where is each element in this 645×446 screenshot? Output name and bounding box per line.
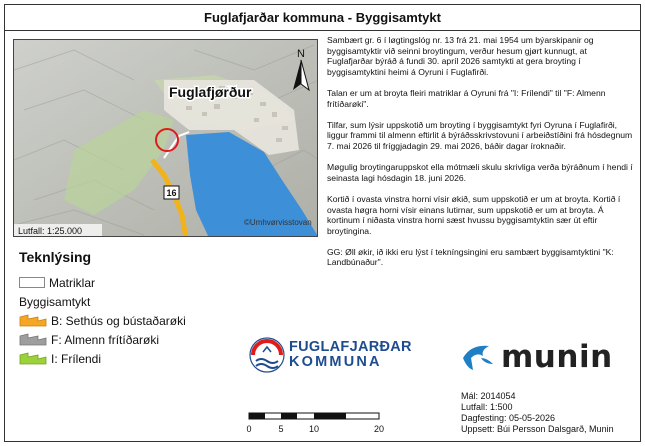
north-label: N: [297, 48, 305, 60]
fuglafjordur-kommuna-logo: [249, 335, 419, 375]
legend-label: Matriklar: [49, 275, 96, 290]
legend-label: B: Sethús og bústaðarøki: [51, 313, 186, 328]
zone-f-swatch-icon: [19, 333, 49, 347]
munin-logo: [461, 339, 641, 375]
legend-label: F: Almenn frítíðarøki: [51, 332, 160, 347]
page-title: Fuglafjarðar kommuna - Byggisamtykt: [5, 5, 640, 31]
legend-label: I: Frílendi: [51, 351, 102, 366]
legend-item-i: [19, 349, 249, 368]
description-paragraph: Tilfar, sum lýsir uppskotið um broyting í byggisamtykt fyri Oyruna í Fuglafirði, liggur frammi til almenn eftirlit á býráðsskrivstovuni í arbeiðstíðini frá hósdegnum 7. mai 2026 til fríggjadagin 29. mai 2026, báðir dagar íroknaðir.: [327, 119, 633, 151]
legend-item-b: [19, 311, 249, 330]
legend: [19, 249, 249, 368]
map-info-block: [461, 391, 614, 435]
munin-wordmark: munin: [501, 339, 613, 375]
description-paragraph: Kortið í ovasta vinstra horni vísir økið, sum uppskotið er um at broyta. Kortið í ovasta høgra horni vísir einans lutirnar, sum uppskotið er um at broyta. Á kortinum í niðasta vinstra horni sæst hvussu byggisamtyktin sær út eftir broytingina.: [327, 193, 621, 236]
scale-bar-graphic: [245, 409, 385, 423]
logo-line-1: FUGLAFJARÐAR: [289, 339, 412, 355]
overview-map[interactable]: [13, 39, 318, 237]
parcel-swatch-icon: [19, 277, 45, 288]
info-lutfall: Lutfall: 1:500: [461, 402, 513, 412]
info-mal: Mál: 2014054: [461, 391, 516, 401]
scale-label: 20: [373, 424, 385, 434]
description-paragraph: Møgulig broytingaruppskot ella mótmæli skulu skrivliga verða býráðnum í hendi í seinasta lagi hósdagin 18. juni 2026.: [327, 162, 633, 183]
description-text: [327, 35, 635, 279]
map-canvas: [14, 40, 318, 237]
scale-label: 5: [278, 424, 284, 434]
scale-bar: [245, 409, 385, 437]
page-frame: [4, 4, 641, 442]
map-copyright: ©Umhvørvisstovan: [244, 218, 312, 227]
municipality-crest-icon: [249, 337, 285, 373]
logo-line-2: KOMMUNA: [289, 354, 382, 370]
zone-b-swatch-icon: [19, 314, 49, 328]
legend-group-heading: Byggisamtykt: [19, 294, 91, 309]
zone-i-swatch-icon: [19, 352, 49, 366]
scale-label: 10: [308, 424, 320, 434]
description-paragraph: Sambært gr. 6 í løgtingslóg nr. 13 frá 21. mai 1954 um býarskipanir og byggisamtyktir við seinni broytingum, verður hesum gjørt kunnugt, at Fuglafjarðar býráð á fundi 30. apríl 2026 samtykti at gera broyting í byggisamtyktini heimi á Oyruni í Fuglafirði.: [327, 35, 594, 77]
description-paragraph: Talan er um at broyta fleiri matriklar á Oyruni frá "I: Frílendi" til "F: Almenn frítíðarøki".: [327, 87, 606, 109]
munin-raven-icon: [461, 342, 495, 372]
info-uppsett: Uppsett: Búi Persson Dalsgarð, Munin: [461, 424, 614, 434]
legend-item-matriklar: [19, 273, 249, 292]
map-scale-text: Lutfall: 1:25.000: [18, 226, 83, 236]
legend-title: Teknlýsing: [19, 249, 92, 265]
road-number: 16: [166, 188, 177, 198]
legend-item-f: [19, 330, 249, 349]
place-label: Fuglafjørður: [169, 84, 252, 100]
description-paragraph: GG: Øll økir, ið ikki eru lýst í tekníngsingini eru sambært byggisamtyktini "K: Landbúnaður".: [327, 246, 614, 268]
info-dagfesting: Dagfesting: 05-05-2026: [461, 413, 556, 423]
scale-label: 0: [246, 424, 252, 434]
